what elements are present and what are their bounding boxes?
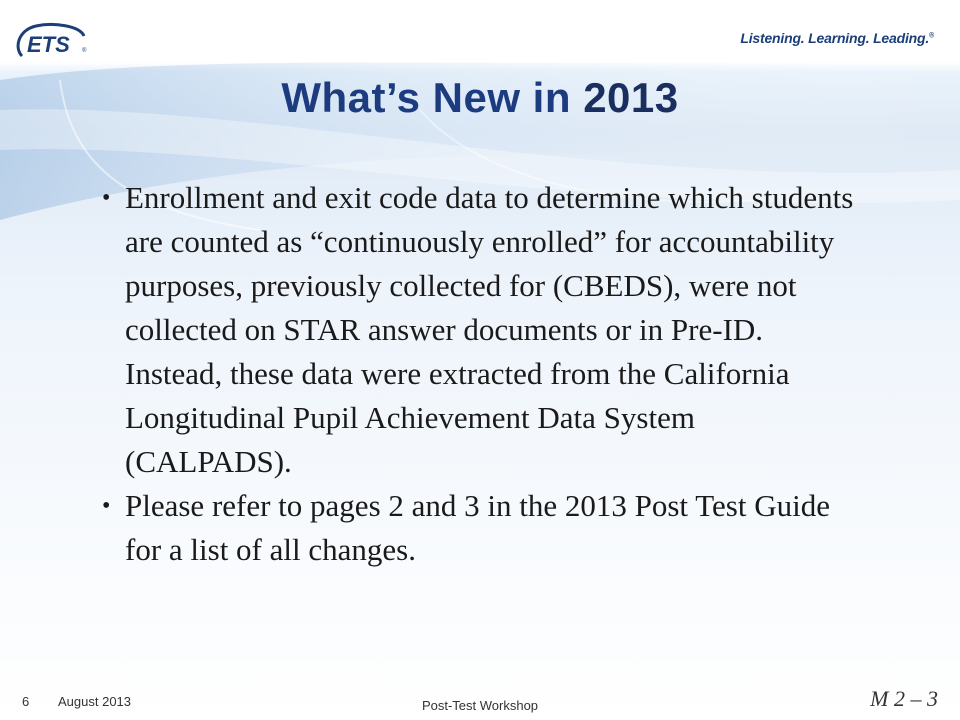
bullet-dot-icon: • xyxy=(102,493,111,519)
bullet-item: • Please refer to pages 2 and 3 in the 2013 Post Test Guide for a list of all changes. xyxy=(100,484,860,572)
svg-text:®: ® xyxy=(82,48,87,54)
slide-number: 6 xyxy=(22,694,30,709)
tagline: Listening. Learning. Leading.® xyxy=(740,30,934,46)
footer-date: August 2013 xyxy=(58,694,132,709)
page-title: What’s New in 2013 xyxy=(281,74,679,121)
bullet-dot-icon: • xyxy=(102,185,111,211)
ets-logo xyxy=(14,22,94,62)
ets-logo-text: ETS xyxy=(27,32,70,57)
footer-title: Post-Test Workshop xyxy=(421,698,539,713)
bullet-list xyxy=(100,176,860,572)
module-label: M 2 – 3 xyxy=(870,686,938,711)
title-year: 2013 xyxy=(583,74,679,121)
bullet-item: • Enrollment and exit code data to determine which students are counted as “continuously enrolled” for accountability purposes, previously collected for (CBEDS), were not collected on STAR answer documents or in Pre-ID. Instead, these data were extracted from the California Longitudinal Pupil Achievement Data System (CALPADS). xyxy=(100,176,860,484)
